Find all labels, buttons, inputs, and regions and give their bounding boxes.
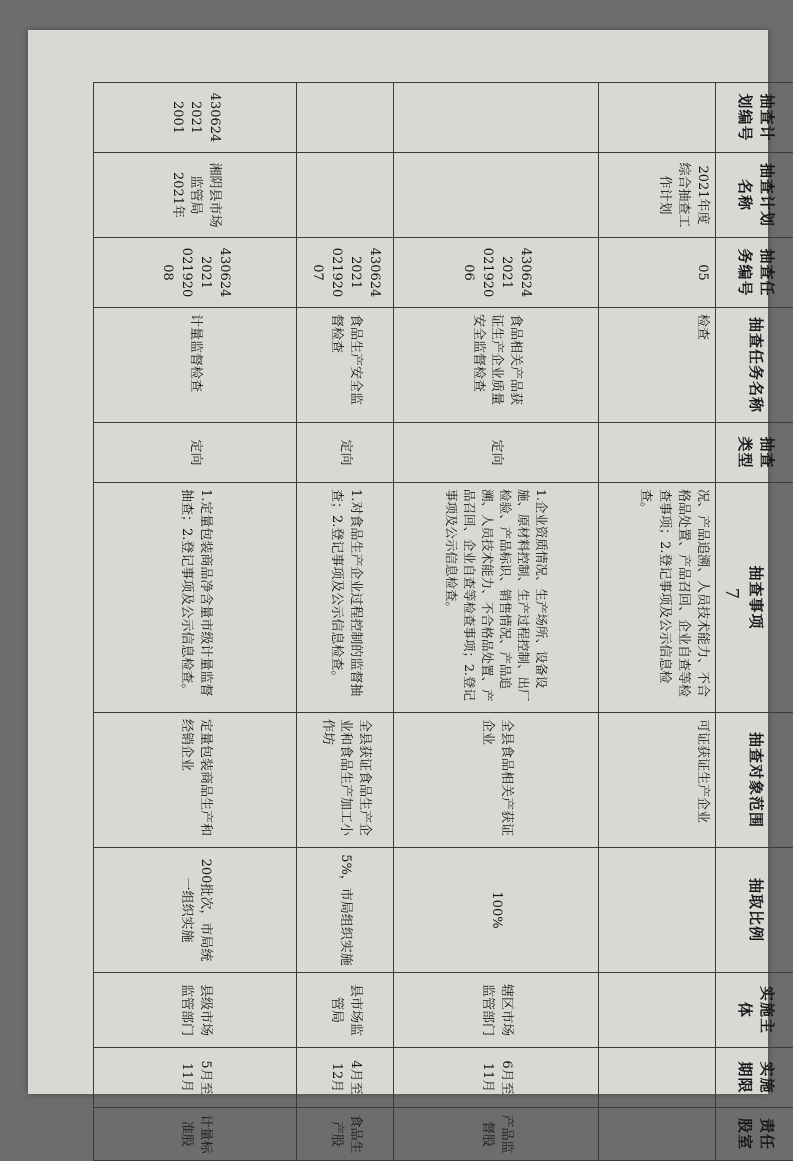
cell-task-name: 食品相关产品获证生产企业质量安全监督检查 [394, 308, 599, 423]
cell-items: 1.定量包装商品净含量市级计量监督抽查；2.登记事项及公示信息检查。 [94, 483, 297, 713]
cell-check-type [599, 423, 716, 483]
cell-check-type: 定向 [94, 423, 297, 483]
cell-scope: 定量包装商品生产和经销企业 [94, 713, 297, 848]
cell-ratio: 100% [394, 848, 599, 973]
cell-plan-no [297, 83, 394, 153]
cell-task-no: 430624 2021 021920 07 [297, 238, 394, 308]
header-period: 实施期限 [716, 1048, 793, 1108]
cell-task-name: 检查 [599, 308, 716, 423]
table-row [394, 83, 599, 1161]
cell-task-no: 05 [599, 238, 716, 308]
header-dept: 责任股室 [716, 1108, 793, 1161]
header-subject: 实施主体 [716, 973, 793, 1048]
cell-period: 5月至11月 [94, 1048, 297, 1108]
cell-plan-no: 430624 2021 2001 [94, 83, 297, 153]
cell-items: 况、产品追溯、人员技术能力、不合格品处置、产品召回、企业自查等检查事项；2.登记事项及公示信息检查。 [599, 483, 716, 713]
cell-plan-name: 2021年度综合抽查工作计划 [599, 153, 716, 238]
cell-scope: 可证获证生产企业 [599, 713, 716, 848]
page-number: 7 [721, 588, 742, 599]
cell-plan-name: 湘阴县市场监管局2021年 [94, 153, 297, 238]
header-plan-name: 抽查计划名称 [716, 153, 793, 238]
cell-subject: 辖区市场监管部门 [394, 973, 599, 1048]
cell-ratio: 200批次，市局统一组织实施 [94, 848, 297, 973]
header-items: 抽查事项 [716, 483, 793, 713]
cell-period: 6月至11月 [394, 1048, 599, 1108]
cell-scope: 全县获证食品生产企业和食品生产加工小作坊 [297, 713, 394, 848]
cell-plan-no [394, 83, 599, 153]
header-ratio: 抽取比例 [716, 848, 793, 973]
inspection-plan-table [93, 82, 793, 1161]
cell-ratio [599, 848, 716, 973]
cell-subject [599, 973, 716, 1048]
cell-ratio: 5%，市局组织实施 [297, 848, 394, 973]
table-container [94, 82, 793, 1095]
cell-task-name: 计量监督检查 [94, 308, 297, 423]
header-check-type: 抽查类型 [716, 423, 793, 483]
header-plan-no: 抽查计划编号 [716, 83, 793, 153]
cell-plan-no [599, 83, 716, 153]
cell-check-type: 定向 [394, 423, 599, 483]
cell-dept [599, 1108, 716, 1161]
cell-subject: 县级市场监管部门 [94, 973, 297, 1048]
header-scope: 抽查对象范围 [716, 713, 793, 848]
cell-dept: 产品监督股 [394, 1108, 599, 1161]
header-task-name: 抽查任务名称 [716, 308, 793, 423]
rotated-table-area [94, 82, 793, 1095]
document-page [28, 30, 768, 1094]
header-row [716, 83, 793, 1161]
cell-items: 1.对食品生产企业过程控制的监督抽查；2.登记事项及公示信息检查。 [297, 483, 394, 713]
table-row [599, 83, 716, 1161]
cell-plan-name [297, 153, 394, 238]
cell-task-no: 430624 2021 021920 08 [94, 238, 297, 308]
cell-dept: 食品生产股 [297, 1108, 394, 1161]
cell-dept: 计量标准股 [94, 1108, 297, 1161]
cell-items: 1.企业资质情况、生产场所、设备设施、原材料控制、生产过程控制、出厂检验、产品标识、销售情况、产品追溯、人员技术能力、不合格品处置、产品召回、企业自查等检查事项；2.登记事项及公示信息检查。 [394, 483, 599, 713]
cell-check-type: 定向 [297, 423, 394, 483]
header-task-no: 抽查任务编号 [716, 238, 793, 308]
table-row [94, 83, 297, 1161]
cell-subject: 县市场监管局 [297, 973, 394, 1048]
cell-task-no: 430624 2021 021920 06 [394, 238, 599, 308]
cell-scope: 全县食品相关产获证企业 [394, 713, 599, 848]
cell-task-name: 食品生产安全监督检查 [297, 308, 394, 423]
cell-plan-name [394, 153, 599, 238]
cell-period [599, 1048, 716, 1108]
cell-period: 4月至12月 [297, 1048, 394, 1108]
table-row [297, 83, 394, 1161]
